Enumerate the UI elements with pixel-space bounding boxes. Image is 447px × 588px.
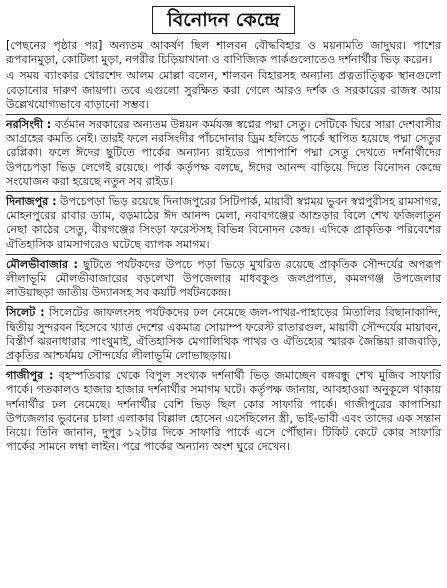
paragraph-text: বর্তমান সরকারের অন্যতম উন্নয়ন কর্মযজ্ঞ স্বপ্নের পদ্মা সেতু। সেটিকে ঘিরে সারা দেশবাসীর আগ্রহের কমতি নেই। তারই ফলে নরসিংদীর পাঁচদোনার ড্রিম হলিডে পার্কে স্থাপিত হয়েছে পদ্মা সেতুর রেপ্লিকা। ফলে ঈদের ছুটিতে পার্কের অন্যান্য রাইডের পাশাপাশি পদ্মা সেতু দেখতে দর্শনার্থীদের উপচেপড়া ভিড় লেগেই রয়েছে। পার্ক কর্তৃপক্ষ বলছে, ঈদের আনন্দ বাড়িয়ে দিতে বিনোদন কেন্দ্রে সংযোজন করা হয়েছে নতুন সব রাইড। [6,118,441,188]
paragraph-lead: সিলেট : [6,306,45,320]
paragraph-narsingdi [6,118,441,189]
paragraph-gazipur [6,369,441,454]
paragraph-lead: নরসিংদী : [6,118,52,132]
section-divider [6,114,441,115]
paragraph-text: ছুটিতে পর্যটকদের উপচে পড়া ভিড়ে মুখরিত রয়েছে প্রাকৃতিক সৌন্দর্যের অপরূপ লীলাভূমি মৌলভীবাজারের বড়লেখা উপজেলার মাধবকুণ্ড জলপ্রপাত, কমলগঞ্জ উপজেলার লাউয়াছড়া জাতীয় উদ্যানসহ সব কয়টি পর্যটনকেন্দ্র। [6,257,441,300]
section-divider [6,254,441,255]
headline: বিনোদন কেন্দ্রে [152,6,294,34]
headline-box [6,6,441,34]
paragraph-text: বৃহস্পতিবার থেকে বিপুল সংখ্যক দর্শনার্থী ভিড় জমাচ্ছেন বঙ্গবন্ধু শেখ মুজিব সাফারি পার্কে। গতকালও হাজার হাজার দর্শনার্থীর সমাগম ঘটে। কর্তৃপক্ষ জানায়, আবহাওয়া অনুকূলে থাকায় দর্শনার্থীর ঢল নেমেছে। দর্শনার্থীর বেশি ভিড় ছিল কোর সাফারি পার্কে। গাজীপুরের কাপাসিয়া উপজেলার ভুবনের চালা এলাকার বিল্লাল হোসেন এসেছিলেন স্ত্রী, ভাই-ভাবী এবং তাদের এক সন্তান নিয়ে। তিনি জানান, দুপুর ১২টার দিকে সাফারি পার্কে এসে পৌঁছান। টিকিট কেটে কোর সাফারি পার্কের সামনে লম্বা লাইন। পরে পার্কের অন্যান্য অংশ ঘুরে দেখেন। [6,369,441,454]
section-divider [6,365,441,366]
paragraph-dinajpur [6,195,441,252]
section-divider [6,191,441,192]
paragraph-quote [6,69,441,112]
paragraph-sylhet [6,306,441,363]
paragraph-lead: মৌলভীবাজার : [6,257,78,271]
paragraph-text: এ সময় ব্যাংকার খোরশেদ আলম মোল্লা বলেন, শালবন বিহারসহ অন্যান্য প্রত্নতাত্ত্বিক স্থানগুলো বেড়ানোর দারুণ জায়গা। তবে এগুলো সুরক্ষিত করা গেলে আরও দর্শক ও সরকারের রাজস্ব আয় উল্লেখযোগ্যভাবে বাড়ানো সম্ভব। [6,69,441,111]
paragraph-moulvibazar [6,258,441,301]
paragraph-lead: গাজীপুর : [6,369,54,383]
paragraph-continued [6,39,441,67]
section-divider [6,302,441,303]
paragraph-text: সিলেটের জাফলংসহ পর্যটকদের ঢল নেমেছে জল-পাথর-পাহাড়ের মিতালির বিছানাকান্দি, দ্বিতীয় সুন্দরবন হিসেবে খ্যাত দেশের একমাত্র সোয়াম্প ফরেস্ট রাতারগুল, মায়াবী সৌন্দর্যের মায়াবন, বিস্তীর্ণ ঝরনাধারার পাংথুমাই, ঐতিহাসিক মেগালিথিক পাথর ও ঐতিহ্যের স্মারক জৈন্তিয়া রাজবাড়ি, প্রকৃতির আশ্চর্যময় সৌন্দর্যের লীলাভূমি লোভাছড়ায়। [6,306,441,363]
paragraph-text: উপচেপড়া ভিড় রয়েছে দিনাজপুরের সিটিপার্ক, মায়াবী স্বপ্নময় ভুবন স্বপ্নপুরীসহ রামসাগর, মোহনপুরের রাবার ড্যাম, বড়মাঠের ঈদ আনন্দ মেলা, নবাবগঞ্জের আশুড়ার বিলে শেখ ফজিলাতুন নেছা কাঠের সেতু, বীরগঞ্জের সিংড়া ফরেস্টসহ বিভিন্ন বিনোদন কেন্দ্র। এদিকে প্রাকৃতিক পরিবেশের ঐতিহাসিক রামসাগরেও ঘটেছে ব্যাপক সমাগম। [6,195,441,251]
paragraph-lead: দিনাজপুর : [6,195,57,209]
paragraph-text: [পেছনের পৃষ্ঠার পর] অন্যতম আকর্ষণ ছিল শালবন বৌদ্ধবিহার ও ময়নামতি জাদুঘর। পাশের রূপবানমুড়া, কোটিলা মুড়া, নগরীর চিড়িয়াখানা ও বাণিজ্যিক পার্কগুলোতেও দর্শনার্থীর ভিড় করেন। [6,39,441,67]
